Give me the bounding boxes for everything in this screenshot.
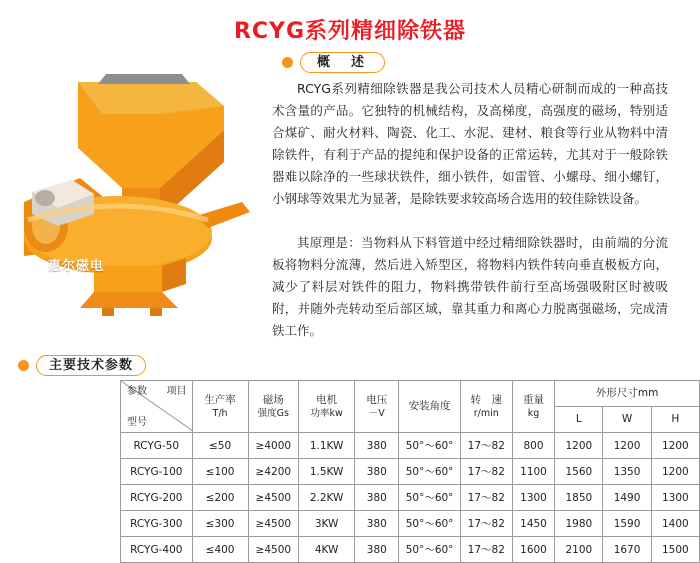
header-dimensions: 外形尺寸mm	[555, 381, 700, 407]
cell-dim-w: 1350	[603, 459, 651, 485]
cell-dim-w: 1200	[603, 433, 651, 459]
header-weight-line1: 重量	[523, 393, 545, 406]
cell-capacity: ≤200	[192, 485, 248, 511]
cell-angle: 50°～60°	[399, 537, 460, 563]
cell-angle: 50°～60°	[399, 459, 460, 485]
cell-speed: 17～82	[460, 433, 512, 459]
cell-dim-l: 1200	[555, 433, 603, 459]
cell-speed: 17～82	[460, 511, 512, 537]
cell-dim-w: 1590	[603, 511, 651, 537]
cell-model: RCYG-400	[121, 537, 193, 563]
cell-model: RCYG-300	[121, 511, 193, 537]
header-speed-line2: r/min	[473, 407, 499, 419]
cell-magnetic: ≥4500	[248, 511, 298, 537]
header-capacity	[192, 381, 248, 433]
cell-weight: 1300	[512, 485, 554, 511]
bullet-dot-icon	[18, 360, 29, 371]
product-illustration-svg	[10, 70, 268, 320]
cell-dim-h: 1200	[651, 433, 699, 459]
cell-motor: 2.2KW	[299, 485, 355, 511]
cell-model: RCYG-50	[121, 433, 193, 459]
cell-motor: 3KW	[299, 511, 355, 537]
cell-magnetic: ≥4200	[248, 459, 298, 485]
cell-weight: 1600	[512, 537, 554, 563]
table-row	[121, 511, 700, 537]
cell-voltage: 380	[355, 537, 399, 563]
cell-voltage: 380	[355, 511, 399, 537]
cell-dim-w: 1670	[603, 537, 651, 563]
header-capacity-line1: 生产率	[204, 393, 236, 406]
product-illustration	[10, 70, 268, 320]
params-heading-label: 主要技术参数	[36, 355, 146, 376]
spec-table	[120, 380, 700, 563]
cell-motor: 1.5KW	[299, 459, 355, 485]
cell-voltage: 380	[355, 485, 399, 511]
header-voltage-line1: 电压	[366, 393, 388, 406]
cell-magnetic: ≥4500	[248, 537, 298, 563]
cell-weight: 800	[512, 433, 554, 459]
cell-weight: 1100	[512, 459, 554, 485]
brand-badge: 惠尔磁电	[48, 259, 105, 274]
cell-dim-l: 1560	[555, 459, 603, 485]
cell-angle: 50°～60°	[399, 433, 460, 459]
header-angle: 安装角度	[399, 381, 460, 433]
cell-capacity: ≤50	[192, 433, 248, 459]
cell-dim-l: 2100	[555, 537, 603, 563]
header-speed-line1: 转 速	[470, 393, 503, 406]
cell-motor: 4KW	[299, 537, 355, 563]
corner-item-label: 项目	[166, 386, 187, 397]
overview-paragraph-2: 其原理是：当物料从下料管道中经过精细除铁器时，由前端的分流板将物料分流薄，然后进入矫型区，将物料内铁件转向垂直极板方向，减少了料层对铁件的阻力，物料携带铁件前行至高场强吸附区时被吸附，并随外壳转动至后部区域，靠其重力和离心力脱离强磁场，完成清铁工作。	[272, 235, 668, 338]
header-dim-l: L	[555, 407, 603, 433]
header-speed	[460, 381, 512, 433]
cell-speed: 17～82	[460, 459, 512, 485]
params-heading	[18, 355, 146, 376]
table-corner-cell	[121, 381, 193, 433]
table-row	[121, 433, 700, 459]
header-motor-line1: 电机	[316, 393, 338, 406]
cell-dim-l: 1850	[555, 485, 603, 511]
corner-param-label: 参数	[127, 386, 147, 397]
cell-dim-h: 1400	[651, 511, 699, 537]
cell-model: RCYG-200	[121, 485, 193, 511]
header-magnetic-line2: 强度Gs	[257, 407, 289, 419]
table-row	[121, 537, 700, 563]
header-magnetic-line1: 磁场	[262, 393, 284, 406]
cell-voltage: 380	[355, 459, 399, 485]
header-voltage	[355, 381, 399, 433]
page-title: RCYG系列精细除铁器	[233, 19, 467, 44]
table-row	[121, 485, 700, 511]
cell-dim-l: 1980	[555, 511, 603, 537]
cell-dim-h: 1200	[651, 459, 699, 485]
cell-capacity: ≤100	[192, 459, 248, 485]
header-capacity-line2: T/h	[212, 407, 228, 419]
cell-weight: 1450	[512, 511, 554, 537]
cell-motor: 1.1KW	[299, 433, 355, 459]
overview-heading-label: 概 述	[300, 52, 385, 73]
cell-dim-w: 1490	[603, 485, 651, 511]
table-row	[121, 459, 700, 485]
header-weight	[512, 381, 554, 433]
header-voltage-line2: －V	[368, 407, 385, 419]
cell-model: RCYG-100	[121, 459, 193, 485]
cell-speed: 17～82	[460, 485, 512, 511]
cell-voltage: 380	[355, 433, 399, 459]
cell-speed: 17～82	[460, 537, 512, 563]
table-header-row	[121, 381, 700, 407]
cell-magnetic: ≥4500	[248, 485, 298, 511]
cell-magnetic: ≥4000	[248, 433, 298, 459]
header-motor-line2: 功率kw	[310, 407, 343, 419]
cell-capacity: ≤300	[192, 511, 248, 537]
header-magnetic	[248, 381, 298, 433]
header-weight-line2: kg	[527, 407, 540, 419]
overview-paragraph-1: RCYG系列精细除铁器是我公司技术人员精心研制而成的一种高技术含量的产品。它独特的机械结构，及高梯度，高强度的磁场，特别适合煤矿、耐火材料、陶瓷、化工、水泥、建材、粮食等行业从物料中清除铁件，有利于产品的提纯和保护设备的正常运转，尤其对于一般除铁器难以除净的一些球状铁件，细小铁件，如雷管、小螺母、细小螺钉，小钢球等效果尤为显著，是除铁要求较高场合选用的较佳除铁设备。	[272, 81, 668, 206]
cell-dim-h: 1300	[651, 485, 699, 511]
header-dim-h: H	[651, 407, 699, 433]
cell-dim-h: 1500	[651, 537, 699, 563]
cell-capacity: ≤400	[192, 537, 248, 563]
cell-angle: 50°～60°	[399, 485, 460, 511]
cell-angle: 50°～60°	[399, 511, 460, 537]
bullet-dot-icon	[282, 57, 293, 68]
corner-model-label: 型号	[127, 417, 147, 428]
header-dim-w: W	[603, 407, 651, 433]
overview-heading	[282, 52, 385, 73]
header-motor	[299, 381, 355, 433]
